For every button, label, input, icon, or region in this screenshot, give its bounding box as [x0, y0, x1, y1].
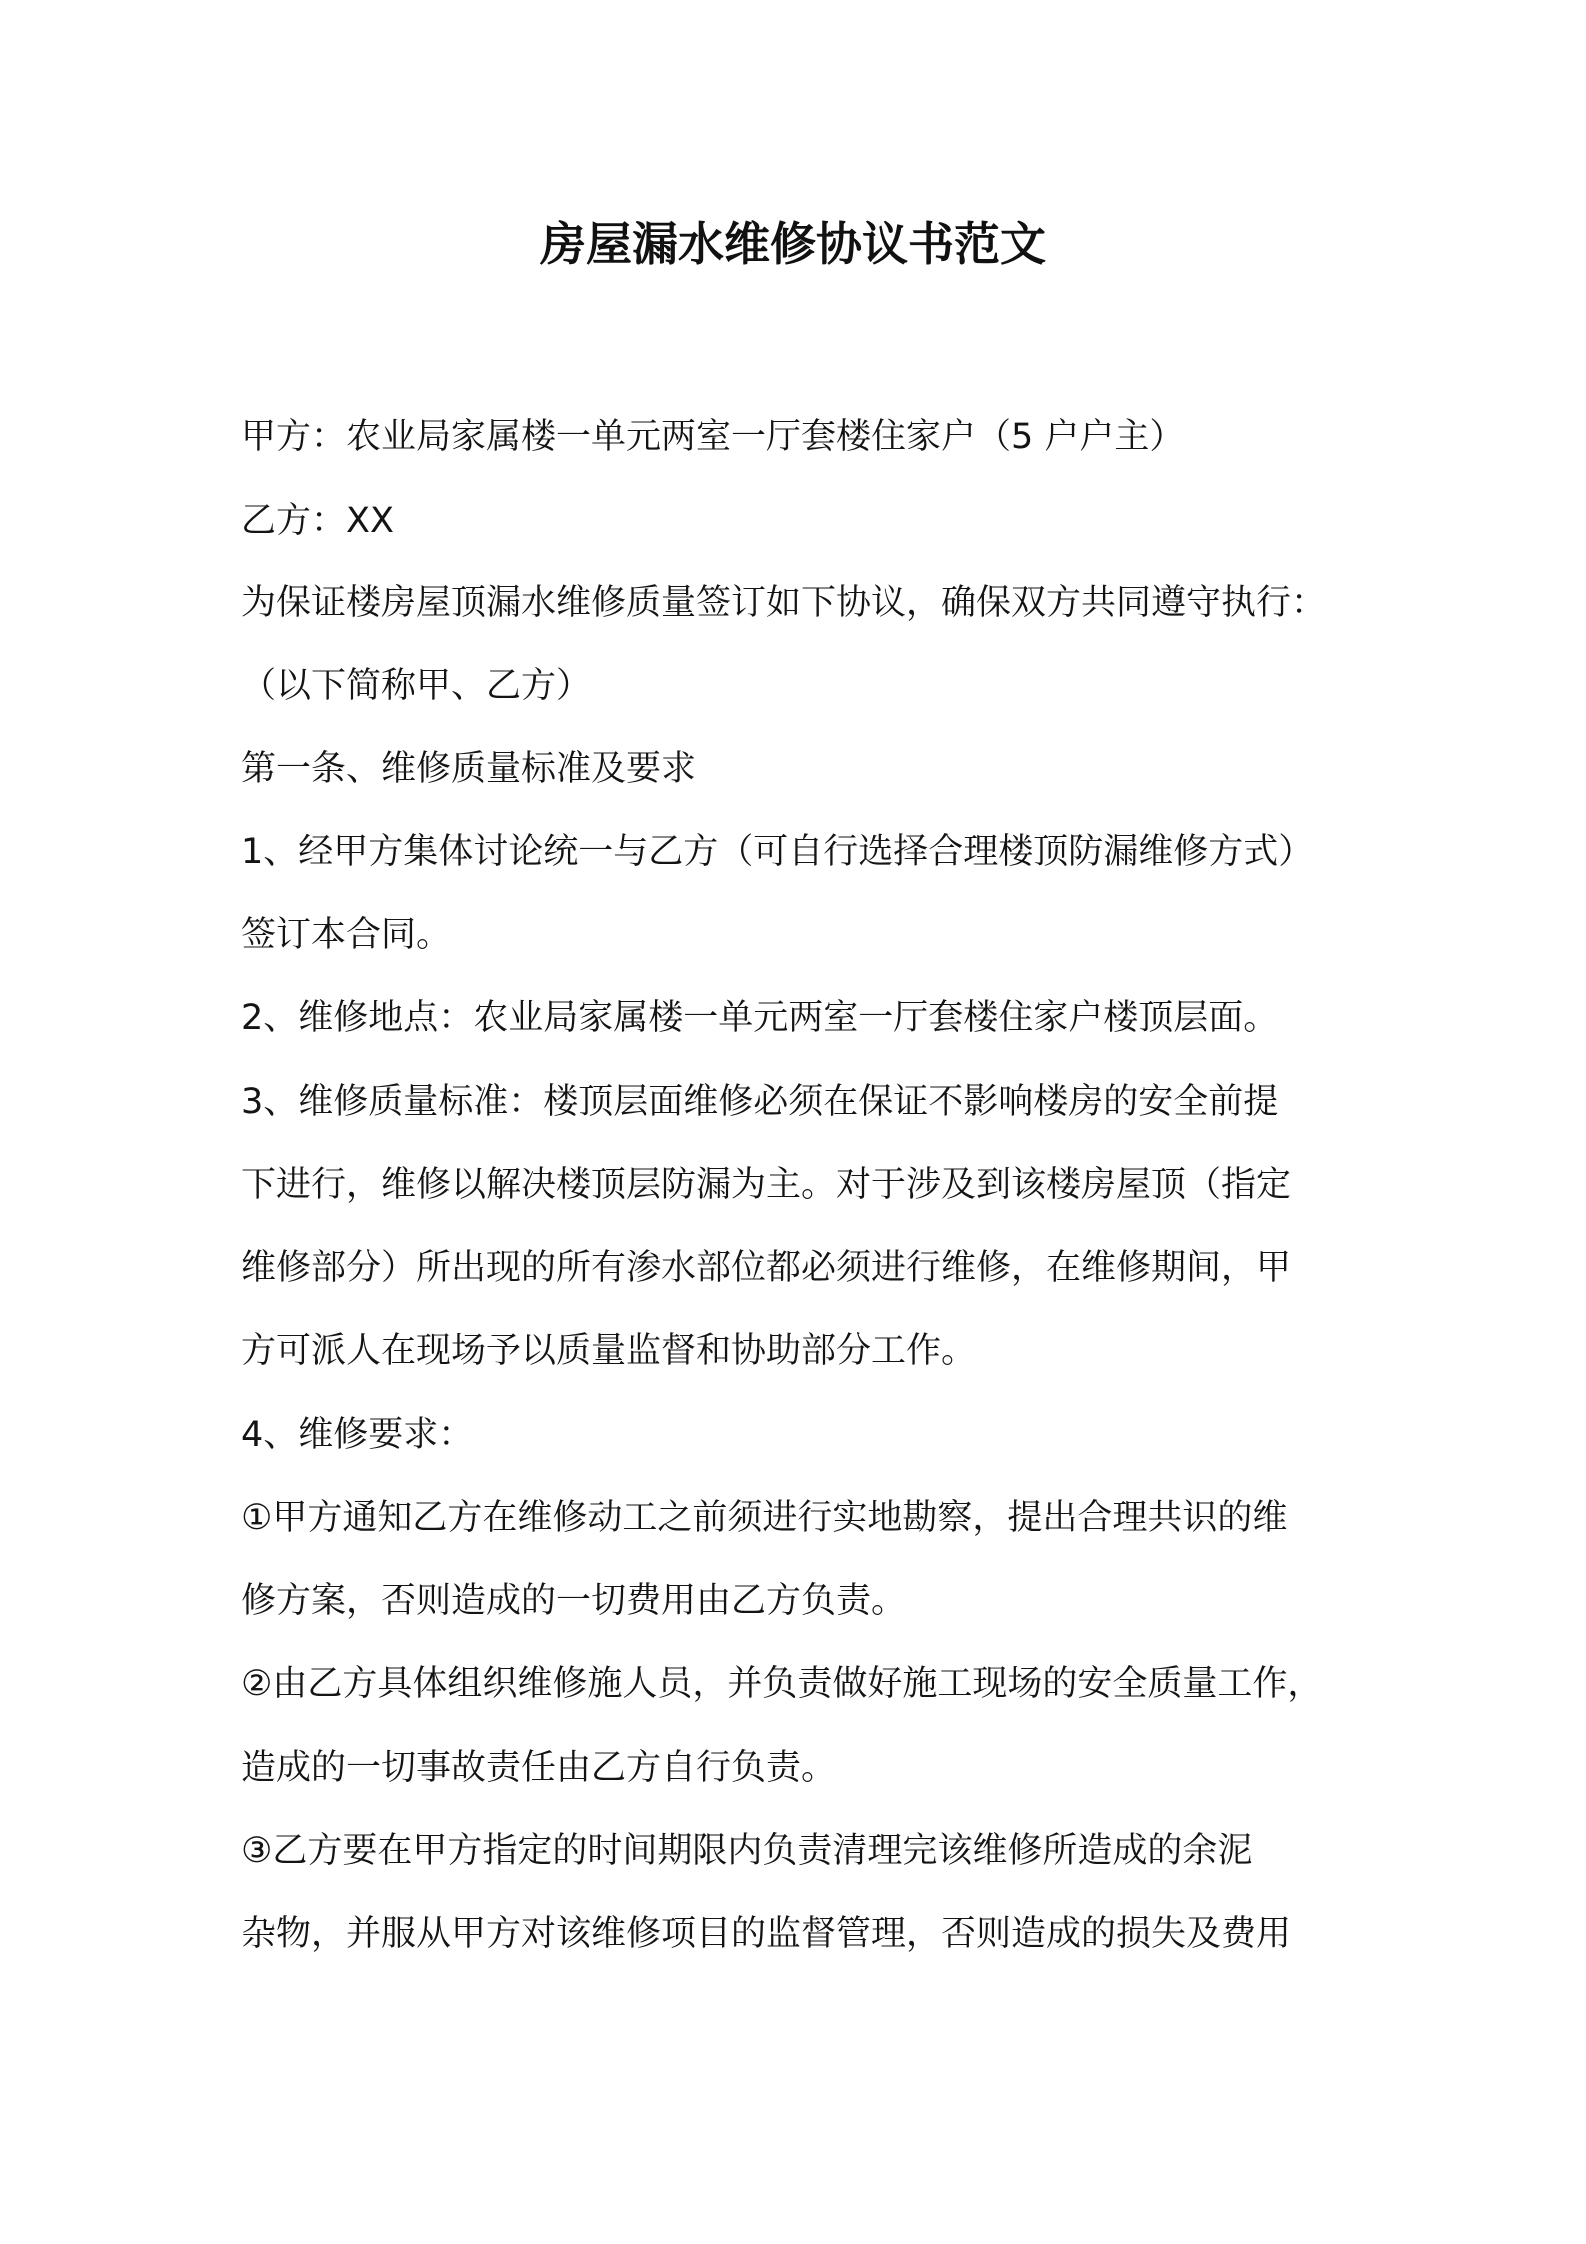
requirement-line: ②由乙方具体组织维修施人员，并负责做好施工现场的安全质量工作， — [241, 1664, 1323, 1704]
clause-line: 2、维修地点：农业局家属楼一单元两室一厅套楼住家户楼顶层面。 — [241, 998, 1279, 1038]
clause-line: 方可派人在现场予以质量监督和协助部分工作。 — [241, 1331, 977, 1371]
requirement-line: 修方案，否则造成的一切费用由乙方负责。 — [241, 1581, 907, 1621]
preamble-line: 为保证楼房屋顶漏水维修质量签订如下协议，确保双方共同遵守执行： — [241, 583, 1327, 623]
party-a-line: 甲方：农业局家属楼一单元两室一厅套楼住家户（5 户户主） — [241, 417, 1185, 457]
clause-line: 签订本合同。 — [241, 915, 452, 955]
clause-heading: 4、维修要求： — [241, 1415, 474, 1455]
requirement-line: ③乙方要在甲方指定的时间期限内负责清理完该维修所造成的余泥 — [241, 1831, 1253, 1871]
requirement-line: 造成的一切事故责任由乙方自行负责。 — [241, 1748, 837, 1788]
party-b-line: 乙方：XX — [241, 501, 394, 541]
preamble-line: （以下简称甲、乙方） — [241, 666, 592, 706]
requirement-line: ①甲方通知乙方在维修动工之前须进行实地勘察，提出合理共识的维 — [241, 1498, 1288, 1538]
clause-line: 维修部分）所出现的所有渗水部位都必须进行维修，在维修期间，甲 — [241, 1248, 1292, 1288]
article-heading: 第一条、维修质量标准及要求 — [241, 749, 697, 789]
document-title: 房屋漏水维修协议书范文 — [540, 217, 1046, 271]
clause-line: 3、维修质量标准：楼顶层面维修必须在保证不影响楼房的安全前提 — [241, 1082, 1279, 1122]
requirement-line: 杂物，并服从甲方对该维修项目的监督管理，否则造成的损失及费用 — [241, 1914, 1292, 1954]
clause-line: 1、经甲方集体讨论统一与乙方（可自行选择合理楼顶防漏维修方式） — [241, 832, 1314, 872]
clause-line: 下进行，维修以解决楼顶层防漏为主。对于涉及到该楼房屋顶（指定 — [241, 1165, 1292, 1205]
